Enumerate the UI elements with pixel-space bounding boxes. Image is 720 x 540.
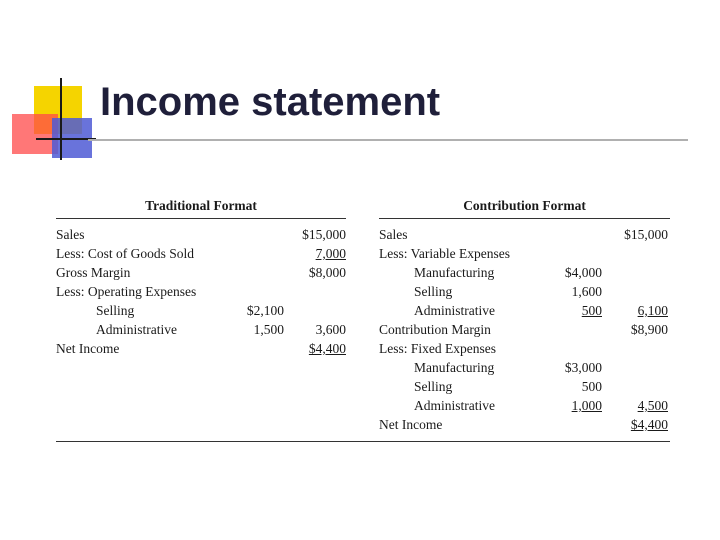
statement-row [379,225,670,244]
statement-row [56,225,346,244]
row-label: Net Income [379,417,443,432]
statement-row [56,339,346,358]
row-label: Selling [414,379,453,394]
statement-row [379,358,670,377]
statement-row [379,263,670,282]
row-label: Selling [414,284,453,299]
row-total-amount: 7,000 [315,246,346,261]
row-label: Administrative [96,322,177,337]
row-total-amount: $8,000 [308,265,346,280]
statement-row [379,282,670,301]
row-detail-amount: $3,000 [564,360,602,375]
row-label: Sales [56,227,85,242]
statement-row [379,320,670,339]
contribution-format-heading: Contribution Format [379,198,670,219]
statement-row [56,263,346,282]
row-label: Gross Margin [56,265,131,280]
contribution-format-statement [379,198,670,434]
slide-title: Income statement [100,80,441,124]
row-total-amount: 6,100 [637,303,668,318]
row-detail-amount: 1,500 [253,322,284,337]
contribution-rows [379,219,670,434]
row-total-amount: $4,400 [630,417,668,432]
statement-row [379,396,670,415]
statement-row [56,244,346,263]
row-label: Sales [379,227,408,242]
row-detail-amount: $4,000 [564,265,602,280]
statement-row [56,282,346,301]
row-total-amount: $4,400 [308,341,346,356]
statement-row [379,244,670,263]
statement-row [56,301,346,320]
statement-row [379,301,670,320]
row-detail-amount: 500 [581,303,602,318]
row-label: Less: Operating Expenses [56,284,197,299]
row-label: Less: Cost of Goods Sold [56,246,195,261]
row-total-amount: $8,900 [630,322,668,337]
row-label: Administrative [414,303,495,318]
statement-row [379,339,670,358]
row-detail-amount: $2,100 [246,303,284,318]
row-label: Administrative [414,398,495,413]
row-total-amount: $15,000 [302,227,346,242]
row-detail-amount: 1,000 [571,398,602,413]
row-total-amount: 3,600 [315,322,346,337]
row-label: Less: Fixed Expenses [379,341,496,356]
row-label: Less: Variable Expenses [379,246,510,261]
traditional-rows [56,219,346,358]
traditional-format-heading: Traditional Format [56,198,346,219]
row-label: Selling [96,303,135,318]
traditional-format-statement [56,198,346,358]
row-total-amount: $15,000 [624,227,668,242]
title-underline [88,139,688,141]
statement-row [379,377,670,396]
row-label: Manufacturing [414,360,495,375]
row-label: Contribution Margin [379,322,491,337]
row-detail-amount: 1,600 [571,284,602,299]
row-detail-amount: 500 [581,379,602,394]
row-label: Manufacturing [414,265,495,280]
statement-row [379,415,670,434]
row-label: Net Income [56,341,120,356]
logo-vertical-line [60,78,62,160]
row-total-amount: 4,500 [637,398,668,413]
statement-row [56,320,346,339]
slide-logo-icon [0,0,110,170]
bottom-rule [56,441,670,442]
logo-horizontal-line [36,138,96,140]
